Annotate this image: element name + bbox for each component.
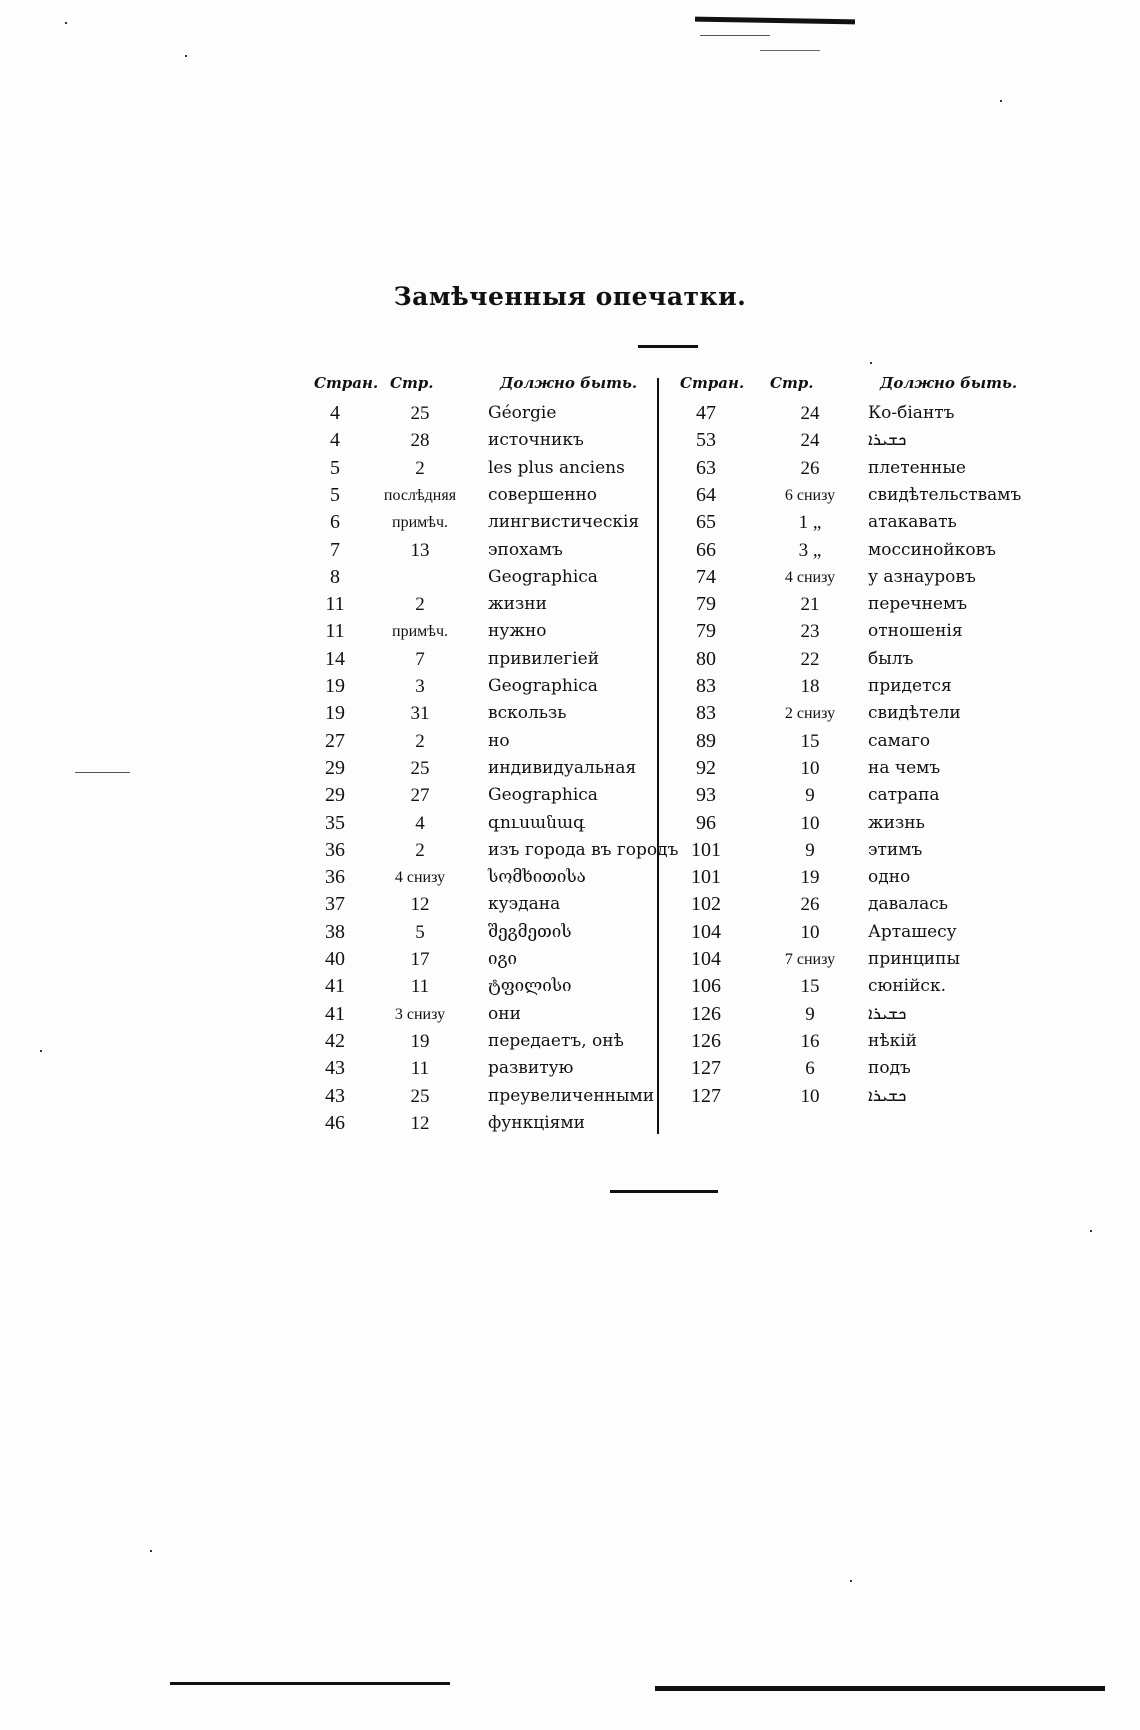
- errata-correction: нѣкій: [868, 1030, 917, 1051]
- errata-page-number: 29: [325, 784, 345, 807]
- errata-line-number: 25: [410, 1085, 430, 1107]
- errata-line-number: 9: [805, 1003, 815, 1025]
- errata-page-number: 53: [696, 429, 716, 452]
- errata-page-number: 38: [325, 920, 345, 943]
- errata-line-number: 21: [800, 594, 820, 616]
- errata-line-number: примѣч.: [392, 623, 448, 641]
- errata-line-number: 3 снизу: [394, 1005, 446, 1023]
- errata-line-number: 15: [800, 976, 820, 998]
- errata-correction: у азнауровъ: [868, 566, 976, 587]
- errata-correction: эпохамъ: [488, 539, 563, 560]
- errata-line-number: 3 „: [798, 539, 822, 561]
- speck: [870, 362, 872, 364]
- speck: [1090, 1230, 1092, 1232]
- errata-line-number: 16: [800, 1030, 820, 1052]
- errata-line-number: 4 снизу: [784, 568, 836, 586]
- errata-correction: ტფილისი: [488, 976, 572, 997]
- errata-page-number: 79: [696, 593, 716, 616]
- errata-page-number: 29: [325, 756, 345, 779]
- errata-page-number: 42: [325, 1029, 345, 1052]
- errata-correction: нужно: [488, 621, 547, 642]
- title-rule: [638, 345, 698, 348]
- errata-line-number: 9: [805, 839, 815, 861]
- scan-mark-top-thin: [700, 35, 770, 36]
- errata-page-number: 6: [330, 511, 340, 534]
- scan-mark-top: [695, 17, 855, 25]
- scan-mark-top-thin-2: [760, 50, 820, 51]
- errata-line-number: 31: [410, 703, 430, 725]
- errata-page-number: 4: [330, 402, 340, 424]
- errata-page-number: 74: [696, 565, 716, 588]
- errata-page-number: 89: [696, 729, 716, 752]
- errata-correction: Geographica: [488, 676, 598, 696]
- errata-page-number: 63: [696, 456, 716, 479]
- errata-correction: привилегiей: [488, 648, 600, 669]
- errata-line-number: 24: [800, 403, 820, 424]
- header-line-right: Стр.: [770, 374, 814, 392]
- errata-correction: Geographica: [488, 785, 598, 806]
- errata-correction: лингвистическія: [488, 512, 640, 533]
- errata-line-number: 10: [800, 1085, 820, 1107]
- errata-correction: жизни: [488, 594, 547, 615]
- errata-page-number: 83: [696, 702, 716, 725]
- header-line-left: Стр.: [390, 374, 434, 392]
- errata-correction: იგი: [488, 949, 518, 969]
- scan-mark-left: [75, 772, 130, 773]
- errata-correction: les plus anciens: [488, 457, 625, 478]
- errata-page-number: 65: [696, 511, 716, 534]
- errata-correction: Géorgie: [488, 403, 557, 423]
- errata-correction: моссинойковъ: [868, 539, 996, 560]
- errata-line-number: 22: [800, 648, 820, 670]
- errata-line-number: 15: [800, 730, 820, 752]
- errata-correction: самаго: [868, 730, 931, 751]
- errata-line-number: 27: [410, 785, 430, 807]
- errata-page-number: 11: [325, 593, 345, 616]
- errata-line-number: 10: [800, 812, 820, 834]
- errata-page-number: 43: [325, 1084, 345, 1107]
- errata-line-number: 28: [410, 430, 430, 452]
- errata-line-number: 12: [410, 894, 430, 916]
- errata-page-number: 46: [325, 1111, 345, 1134]
- errata-page-number: 36: [325, 838, 345, 861]
- errata-correction: источникъ: [488, 430, 584, 451]
- errata-correction: գուսանագ: [488, 812, 585, 833]
- speck: [40, 1050, 42, 1052]
- errata-correction: совершенно: [488, 484, 598, 505]
- errata-correction: подъ: [868, 1058, 911, 1079]
- errata-correction: свидѣтели: [868, 703, 961, 724]
- errata-correction: одно: [868, 867, 911, 888]
- errata-line-number: 2 снизу: [784, 705, 836, 723]
- errata-correction: давалась: [868, 894, 949, 915]
- speck: [65, 22, 67, 24]
- errata-line-number: 9: [805, 785, 815, 807]
- errata-line-number: 2: [415, 730, 425, 752]
- errata-correction: преувеличенными: [488, 1085, 655, 1106]
- errata-line-number: 4 снизу: [394, 869, 446, 887]
- errata-page-number: 79: [696, 620, 716, 643]
- errata-page-number: 40: [325, 948, 345, 970]
- errata-line-number: 24: [800, 430, 820, 452]
- errata-correction: придется: [868, 676, 952, 696]
- errata-page-number: 66: [696, 538, 716, 561]
- errata-correction: на чемъ: [868, 757, 941, 778]
- errata-page-number: 8: [330, 565, 340, 588]
- errata-correction: შეგმეთის: [488, 921, 572, 942]
- errata-line-number: 18: [800, 676, 820, 697]
- errata-page-number: 47: [696, 402, 716, 424]
- errata-line-number: 7: [415, 648, 425, 670]
- errata-correction: ܟܫܝܪܐ: [868, 430, 907, 451]
- errata-page-number: 101: [691, 866, 721, 889]
- errata-correction: Geographica: [488, 566, 598, 587]
- header-page-right: Стран.: [680, 374, 745, 392]
- errata-correction: куэдана: [488, 894, 561, 915]
- errata-page-number: 7: [330, 538, 340, 561]
- errata-line-number: 17: [410, 949, 430, 970]
- errata-line-number: 19: [800, 867, 820, 889]
- errata-page-number: 43: [325, 1057, 345, 1080]
- errata-line-number: 19: [410, 1030, 430, 1052]
- errata-correction: индивидуальная: [488, 757, 637, 778]
- errata-page-number: 4: [330, 429, 340, 452]
- errata-page-number: 126: [691, 1002, 721, 1025]
- errata-page-number: 41: [325, 975, 345, 998]
- column-divider: [657, 378, 659, 1134]
- errata-page-number: 127: [691, 1084, 721, 1107]
- errata-correction: вскользь: [488, 703, 567, 724]
- speck: [150, 1550, 152, 1552]
- errata-correction: свидѣтельствамъ: [868, 484, 1022, 505]
- header-correction-left: Должно быть.: [500, 374, 638, 392]
- errata-correction: ܟܫܝܪܐ: [868, 1085, 907, 1106]
- errata-line-number: 26: [800, 457, 820, 479]
- errata-page-number: 127: [691, 1057, 721, 1080]
- errata-line-number: 6 снизу: [784, 486, 836, 504]
- scan-mark-bottom-left: [170, 1682, 450, 1685]
- errata-page-number: 37: [325, 893, 345, 916]
- errata-line-number: 26: [800, 894, 820, 916]
- errata-line-number: 1 „: [798, 512, 822, 534]
- errata-page-number: 80: [696, 647, 716, 670]
- errata-line-number: 2: [415, 457, 425, 479]
- errata-page-number: 101: [691, 838, 721, 861]
- speck: [850, 1580, 852, 1582]
- errata-line-number: 2: [415, 594, 425, 616]
- header-correction-right: Должно быть.: [880, 374, 1018, 392]
- scan-mark-bottom-right: [655, 1686, 1105, 1691]
- errata-line-number: 12: [410, 1112, 430, 1134]
- errata-line-number: 7 снизу: [784, 951, 836, 968]
- errata-page-number: 35: [325, 811, 345, 834]
- errata-correction: передаетъ, онѣ: [488, 1030, 624, 1051]
- errata-correction: Арташесу: [868, 921, 957, 942]
- errata-line-number: 25: [410, 757, 430, 779]
- errata-correction: они: [488, 1003, 521, 1024]
- errata-correction: принципы: [868, 949, 960, 969]
- bottom-rule: [610, 1190, 718, 1193]
- errata-correction: этимъ: [868, 839, 923, 860]
- errata-correction: сюнійск.: [868, 976, 946, 997]
- errata-line-number: 6: [805, 1058, 815, 1080]
- errata-page-number: 41: [325, 1002, 345, 1025]
- errata-page-number: 102: [691, 893, 721, 916]
- speck: [1000, 100, 1002, 102]
- errata-page-number: 14: [325, 647, 345, 670]
- errata-page-number: 19: [325, 675, 345, 697]
- errata-correction: ܟܫܝܪܐ: [868, 1003, 907, 1024]
- errata-line-number: 11: [410, 1058, 430, 1080]
- errata-page-number: 92: [696, 756, 716, 779]
- errata-correction: но: [488, 730, 510, 751]
- errata-correction: жизнь: [868, 812, 925, 833]
- errata-line-number: 10: [800, 921, 820, 943]
- errata-page-number: 27: [325, 729, 345, 752]
- errata-line-number: 11: [410, 976, 430, 998]
- header-page-left: Стран.: [314, 374, 379, 392]
- errata-correction: плетенные: [868, 457, 966, 478]
- errata-correction: былъ: [868, 648, 914, 669]
- errata-line-number: 4: [415, 812, 425, 834]
- errata-page-number: 5: [330, 456, 340, 479]
- errata-page-number: 104: [691, 948, 721, 970]
- errata-line-number: 2: [415, 839, 425, 861]
- errata-correction: развитую: [488, 1058, 574, 1079]
- errata-correction: атакавать: [868, 512, 957, 533]
- errata-line-number: 23: [800, 621, 820, 643]
- errata-line-number: 13: [410, 539, 430, 561]
- errata-correction: სომხითისა: [488, 867, 586, 888]
- errata-correction: Ко-біантъ: [868, 403, 955, 423]
- errata-line-number: 3: [415, 676, 425, 697]
- errata-line-number: 5: [415, 921, 425, 943]
- page-title: Замѣченныя опечатки.: [393, 282, 747, 311]
- speck: [185, 55, 187, 57]
- errata-page-number: 106: [691, 975, 721, 998]
- errata-page-number: 64: [696, 483, 716, 506]
- errata-correction: отношенія: [868, 621, 963, 642]
- errata-page-number: 11: [325, 620, 345, 643]
- errata-page-number: 36: [325, 866, 345, 889]
- errata-page-number: 5: [330, 483, 340, 506]
- errata-line-number: примѣч.: [392, 514, 448, 532]
- errata-page-number: 96: [696, 811, 716, 834]
- errata-page-number: 126: [691, 1029, 721, 1052]
- errata-line-number: 10: [800, 757, 820, 779]
- errata-page-number: 104: [691, 920, 721, 943]
- errata-correction: перечнемъ: [868, 594, 968, 615]
- errata-correction: изъ города въ городъ: [488, 839, 679, 860]
- errata-line-number: послѣдняя: [383, 486, 457, 504]
- errata-page-number: 83: [696, 675, 716, 697]
- errata-correction: сатрапа: [868, 785, 940, 806]
- errata-page-number: 93: [696, 784, 716, 807]
- errata-line-number: 25: [410, 403, 430, 424]
- errata-page-number: 19: [325, 702, 345, 725]
- errata-correction: функціями: [488, 1112, 585, 1133]
